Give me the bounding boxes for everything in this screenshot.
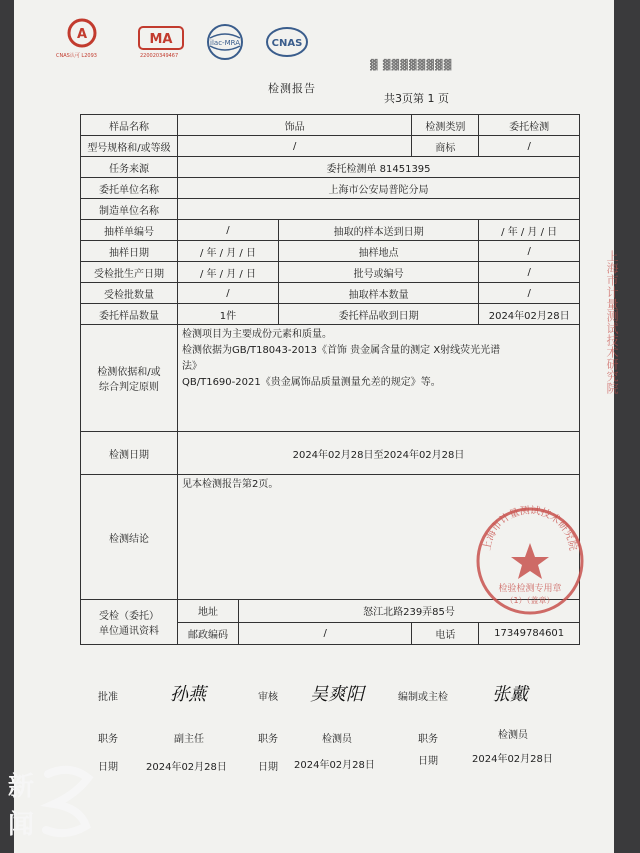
news-watermark <box>0 760 110 850</box>
role-label-1: 职务 <box>98 734 118 745</box>
svg-text:CNAS: CNAS <box>271 38 303 49</box>
basis-line-2: 检测依据为GB/T18043-2013《首饰 贵金属含量的测定 X射线荧光光谱 <box>182 345 501 356</box>
approve-signature: 孙燕 <box>170 684 206 705</box>
basis-line-3: 法》 <box>182 361 202 372</box>
svg-text:MA: MA <box>149 32 173 47</box>
test-type-value: 委托检测 <box>479 115 580 136</box>
maker-value <box>178 199 580 220</box>
test-type-label: 检测类别 <box>412 115 479 136</box>
svg-text:A: A <box>76 27 88 42</box>
trademark-value: / <box>479 136 580 157</box>
date-label: 检测日期 <box>81 432 178 475</box>
task-source-value: 委托检测单 81451395 <box>178 157 580 178</box>
sample-qty-label: 抽取样本数量 <box>278 283 478 304</box>
sampling-no-label: 抽样单编号 <box>81 220 178 241</box>
svg-text:上海市计量测试技术研究院: 上海市计量测试技术研究院 <box>481 505 579 552</box>
page-info: 共3页第 1 页 <box>384 92 449 105</box>
postcode-label: 邮政编码 <box>178 622 239 645</box>
basis-label-line2: 综合判定原则 <box>99 382 159 393</box>
watermark-char-1: 新 <box>8 772 35 802</box>
ca-code: CNAS认可 L2093 <box>56 53 97 59</box>
ca-logo <box>56 18 142 59</box>
batch-qty-value: / <box>178 283 279 304</box>
sampling-date-label: 抽样日期 <box>81 241 178 262</box>
basis-line-1: 检测项目为主要成份元素和质量。 <box>182 329 332 340</box>
phone-value: 17349784601 <box>479 622 580 645</box>
entrust-qty-value: 1件 <box>178 304 279 325</box>
edit-label: 编制或主检 <box>398 692 448 703</box>
contact-label-line2: 单位通讯资料 <box>99 626 159 637</box>
review-label: 审核 <box>258 692 278 703</box>
role-2: 检测员 <box>322 734 352 745</box>
client-value: 上海市公安局普陀分局 <box>178 178 580 199</box>
date-label-1: 日期 <box>98 762 118 773</box>
basis-value <box>178 325 580 432</box>
postcode-value: / <box>239 622 412 645</box>
batch-date-value: / 年 / 月 / 日 <box>178 262 279 283</box>
client-label: 委托单位名称 <box>81 178 178 199</box>
role-1: 副主任 <box>174 734 204 745</box>
sampling-no-value: / <box>178 220 279 241</box>
contact-label-line1: 受检（委托） <box>99 611 159 622</box>
trademark-label: 商标 <box>412 136 479 157</box>
conclusion-value: 见本检测报告第2页。 <box>178 475 580 600</box>
inspection-seal <box>474 505 586 617</box>
phone-label: 电话 <box>412 622 479 645</box>
model-value: / <box>178 136 412 157</box>
ilac-mra-logo <box>205 22 255 66</box>
cma-logo <box>138 26 198 59</box>
report-title: 检测报告 <box>268 82 316 95</box>
svg-text:检验检测专用章: 检验检测专用章 <box>498 584 562 594</box>
conclusion-label: 检测结论 <box>81 475 178 600</box>
received-value: 2024年02月28日 <box>479 304 580 325</box>
batch-qty-label: 受检批数量 <box>81 283 178 304</box>
maker-label: 制造单位名称 <box>81 199 178 220</box>
role-3: 检测员 <box>498 730 528 741</box>
edit-signature: 张戴 <box>492 684 528 705</box>
sample-arrival-label: 抽取的样本送到日期 <box>278 220 478 241</box>
sample-arrival-value: / 年 / 月 / 日 <box>479 220 580 241</box>
svg-text:ilac-MRA: ilac-MRA <box>210 39 240 47</box>
date-3: 2024年02月28日 <box>472 754 553 765</box>
address-label: 地址 <box>178 600 239 623</box>
approve-label: 批准 <box>98 692 118 703</box>
report-paper <box>14 0 619 853</box>
cnas-logo <box>265 24 309 64</box>
svg-text:（1）（盖章）: （1）（盖章） <box>505 596 555 605</box>
report-number: ▓ ▓▓▓▓▓▓▓▓ <box>370 60 453 71</box>
sample-qty-value: / <box>479 283 580 304</box>
basis-label <box>81 325 178 432</box>
model-label: 型号规格和/或等级 <box>81 136 178 157</box>
basis-line-4: QB/T1690-2021《贵金属饰品质量测量允差的规定》等。 <box>182 377 441 388</box>
watermark-char-2: 闻 <box>8 810 35 840</box>
batch-no-label: 批号或编号 <box>278 262 478 283</box>
batch-date-label: 受检批生产日期 <box>81 262 178 283</box>
sampling-place-label: 抽样地点 <box>278 241 478 262</box>
role-label-3: 职务 <box>418 734 438 745</box>
date-label-2: 日期 <box>258 762 278 773</box>
date-value: 2024年02月28日至2024年02月28日 <box>178 432 580 475</box>
review-signature: 吴爽阳 <box>310 684 364 705</box>
cma-code: 220020349467 <box>140 53 179 59</box>
role-label-2: 职务 <box>258 734 278 745</box>
sample-name-label: 样品名称 <box>81 115 178 136</box>
sample-name-value: 饰品 <box>178 115 412 136</box>
address-value: 怒江北路239弄85号 <box>239 600 580 623</box>
entrust-qty-label: 委托样品数量 <box>81 304 178 325</box>
task-source-label: 任务来源 <box>81 157 178 178</box>
contact-label <box>81 600 178 645</box>
date-label-3: 日期 <box>418 756 438 767</box>
date-1: 2024年02月28日 <box>146 762 227 773</box>
basis-label-line1: 检测依据和/或 <box>97 367 161 378</box>
date-2: 2024年02月28日 <box>294 760 375 771</box>
watermark-brush-icon <box>40 764 96 840</box>
sampling-place-value: / <box>479 241 580 262</box>
sampling-date-value: / 年 / 月 / 日 <box>178 241 279 262</box>
batch-no-value: / <box>479 262 580 283</box>
side-seal: 上海市计量测试技术研究院 <box>605 250 619 394</box>
received-label: 委托样品收到日期 <box>278 304 478 325</box>
